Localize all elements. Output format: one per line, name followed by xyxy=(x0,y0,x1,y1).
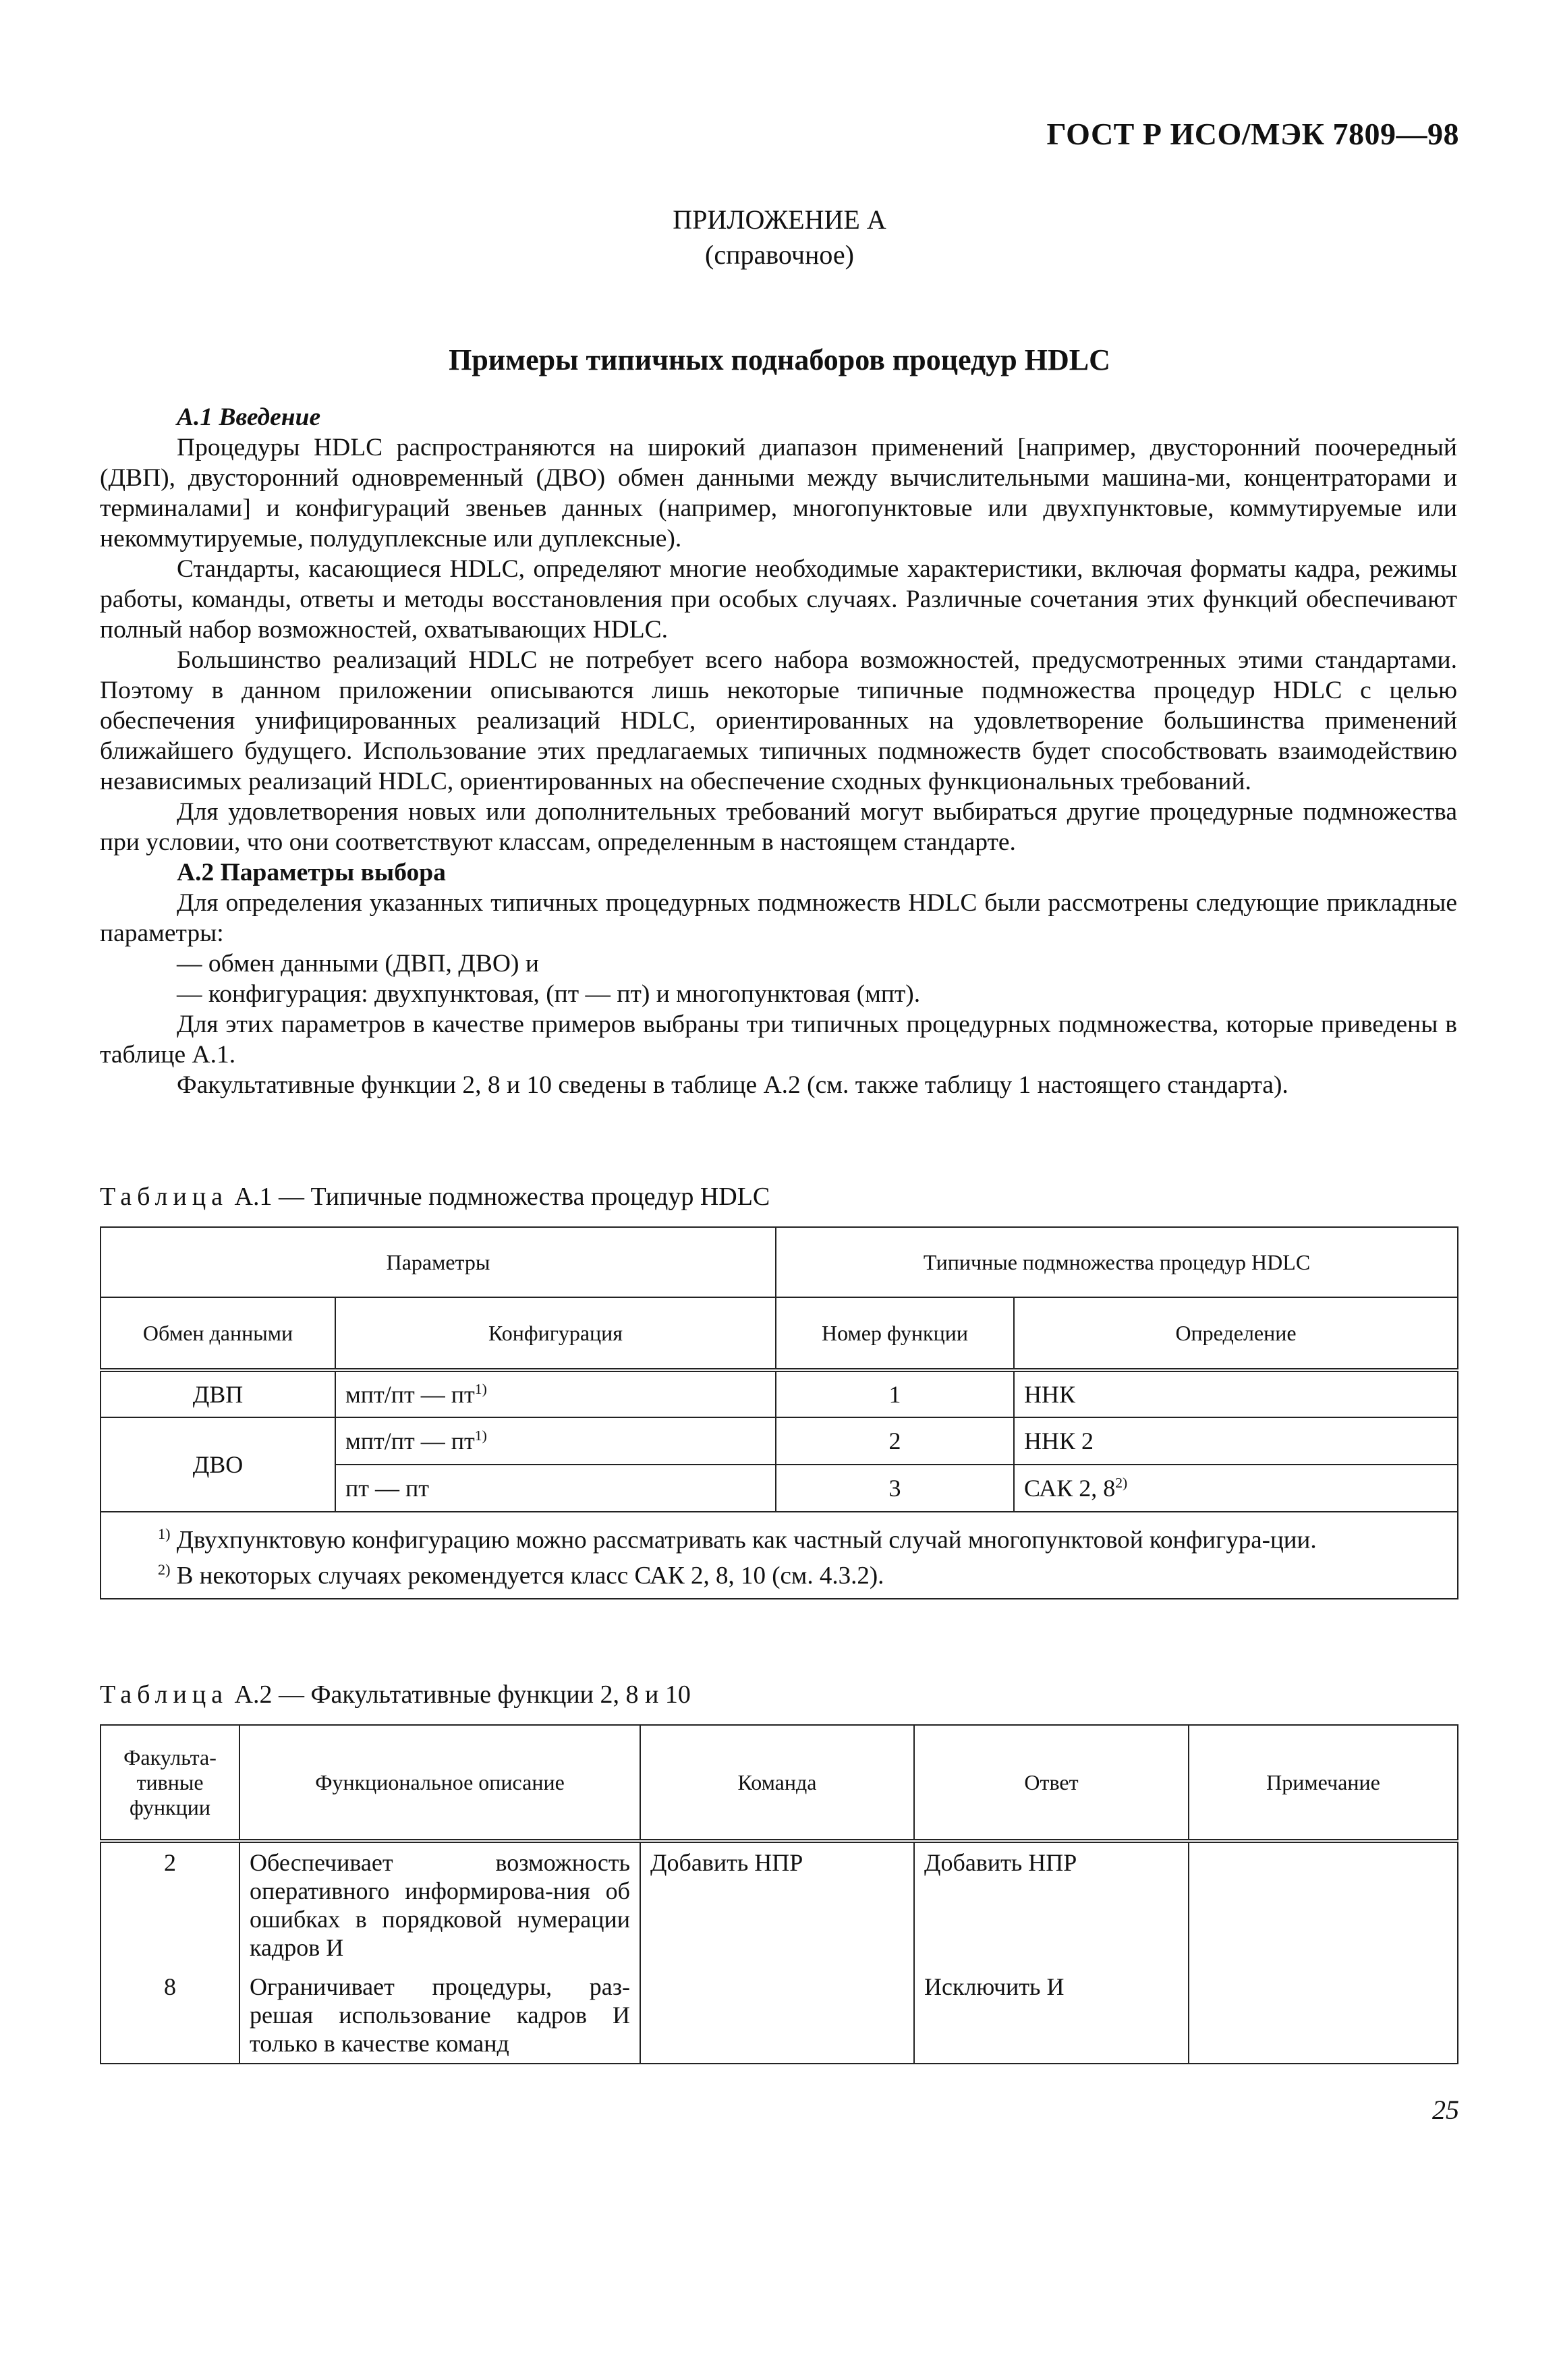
paragraph: Процедуры HDLC распространяются на широкий диапазон применений [например, двусторонний поочередный (ДВП), двусторонний одновременный (ДВО) обмен данными между вычислительными машина-ми, концентраторами и терминалами] и конфигураций звеньев данных (например, многопунктовые или двухпунктовые, коммутируемые или некоммутируемые, полудуплексные или дуплексные). xyxy=(100,434,1457,552)
table-group-header: Параметры xyxy=(101,1227,776,1297)
cell-number: 3 xyxy=(776,1465,1014,1512)
column-header: Команда xyxy=(640,1725,914,1841)
column-header: Факульта-тивные функции xyxy=(101,1725,239,1841)
cell-function: 8 xyxy=(101,1967,239,2064)
column-header: Примечание xyxy=(1189,1725,1458,1841)
cell-response: Добавить НПР xyxy=(914,1841,1189,1967)
cell-definition: ННК 2 xyxy=(1014,1417,1458,1465)
table-a1 xyxy=(100,1226,1458,1599)
table-a2 xyxy=(100,1724,1458,2064)
column-header: Ответ xyxy=(914,1725,1189,1841)
paragraph: Большинство реализаций HDLC не потребует всего набора возможностей, предусмотренных этими стандартами. Поэтому в данном приложении описываются лишь некоторые типичные подмножества процедур HDLC с целью обеспечения унифицированных реализаций HDLC, ориентированных на удовлетворение большинства применений ближайшего будущего. Использование этих предлагаемых типичных подмножеств будет способствовать взаимодействию независимых реализаций HDLC, ориентированных на обеспечение сходных функциональных требований. xyxy=(100,646,1457,795)
table-row xyxy=(101,1841,1458,1967)
cell-config: пт — пт xyxy=(335,1465,776,1512)
column-header: Определение xyxy=(1014,1297,1458,1370)
section-a1-title: А.1 Введение xyxy=(177,403,321,431)
table-row xyxy=(101,1417,1458,1465)
cell-command: Добавить НПР xyxy=(640,1841,914,1967)
table-row xyxy=(101,1370,1458,1417)
paragraph: Стандарты, касающиеся HDLC, определяют многие необходимые характеристики, включая форматы кадра, режимы работы, команды, ответы и методы восстановления при особых случаях. Различные сочетания этих функций обеспечивают полный набор возможностей, охватывающих HDLC. xyxy=(100,555,1457,644)
cell-config: мпт/пт — $пт^{1)}$ xyxy=(335,1417,776,1465)
list-item: — конфигурация: двухпунктовая, (пт — пт) и многопунктовая (мпт). xyxy=(177,980,921,1008)
list-item: — обмен данными (ДВП, ДВО) и xyxy=(177,950,539,978)
table-group-header: Типичные подмножества процедур HDLC xyxy=(776,1227,1458,1297)
table-caption-text: А.1 — Типичные подмножества процедур HDLC xyxy=(234,1183,770,1211)
column-header: Обмен данными xyxy=(101,1297,335,1370)
footnote: $^{1)}$ Двухпунктовую конфигурацию можно рассматривать как частный случай многопунктовой конфигура-ции. xyxy=(158,1525,1317,1554)
cell-exchange: ДВО xyxy=(101,1417,335,1512)
cell-config: мпт/пт — $пт^{1)}$ xyxy=(335,1370,776,1417)
cell-number: 2 xyxy=(776,1417,1014,1465)
doc-header: ГОСТ Р ИСО/МЭК 7809—98 xyxy=(1046,117,1459,151)
cell-exchange: ДВП xyxy=(101,1370,335,1417)
appendix-title: ПРИЛОЖЕНИЕ А xyxy=(673,204,886,235)
paragraph: Для этих параметров в качестве примеров выбраны три типичных процедурных подмножества, которые приведены в таблице А.1. xyxy=(100,1011,1457,1069)
cell-definition: ННК xyxy=(1014,1370,1458,1417)
cell-command xyxy=(640,1967,914,2064)
paragraph: Для удовлетворения новых или дополнительных требований могут выбираться другие процедурные подмножества при условии, что они соответствуют классам, определенным в настоящем стандарте. xyxy=(100,798,1457,856)
table-caption-text: А.2 — Факультативные функции 2, 8 и 10 xyxy=(234,1680,691,1709)
table-a1-caption xyxy=(100,1182,770,1212)
cell-function: 2 xyxy=(101,1841,239,1967)
cell-definition: САК 2, 8$^{2)}$ xyxy=(1014,1465,1458,1512)
appendix-subtitle: (справочное) xyxy=(705,239,854,270)
cell-response: Исключить И xyxy=(914,1967,1189,2064)
cell-number: 1 xyxy=(776,1370,1014,1417)
table-label: Таблица xyxy=(100,1680,229,1709)
section-a2-title: А.2 Параметры выбора xyxy=(177,859,446,886)
cell-note xyxy=(1189,1967,1458,2064)
body-text xyxy=(100,402,1457,1100)
page-number: 25 xyxy=(1432,2095,1459,2125)
paragraph: Факультативные функции 2, 8 и 10 сведены в таблице А.2 (см. также таблицу 1 настоящего стандарта). xyxy=(177,1071,1288,1099)
table-row xyxy=(101,1967,1458,2064)
appendix-heading xyxy=(0,202,1559,273)
cell-note xyxy=(1189,1841,1458,1967)
paragraph: Для определения указанных типичных процедурных подмножеств HDLC были рассмотрены следующие прикладные параметры: xyxy=(100,889,1457,947)
main-title: Примеры типичных поднаборов процедур HDLC xyxy=(449,343,1110,376)
footnote: $^{2)}$ В некоторых случаях рекомендуется класс САК 2, 8, 10 (см. 4.3.2). xyxy=(158,1561,884,1590)
cell-description: Ограничивает процедуры, раз-решая использование кадров И только в качестве команд xyxy=(239,1967,640,2064)
column-header: Конфигурация xyxy=(335,1297,776,1370)
column-header: Функциональное описание xyxy=(239,1725,640,1841)
column-header: Номер функции xyxy=(776,1297,1014,1370)
table-label: Таблица xyxy=(100,1183,229,1211)
cell-description: Обеспечивает возможность оперативного информирова-ния об ошибках в порядковой нумерации кадров И xyxy=(239,1841,640,1967)
table-footnotes xyxy=(101,1512,1458,1599)
table-a2-caption xyxy=(100,1680,691,1709)
